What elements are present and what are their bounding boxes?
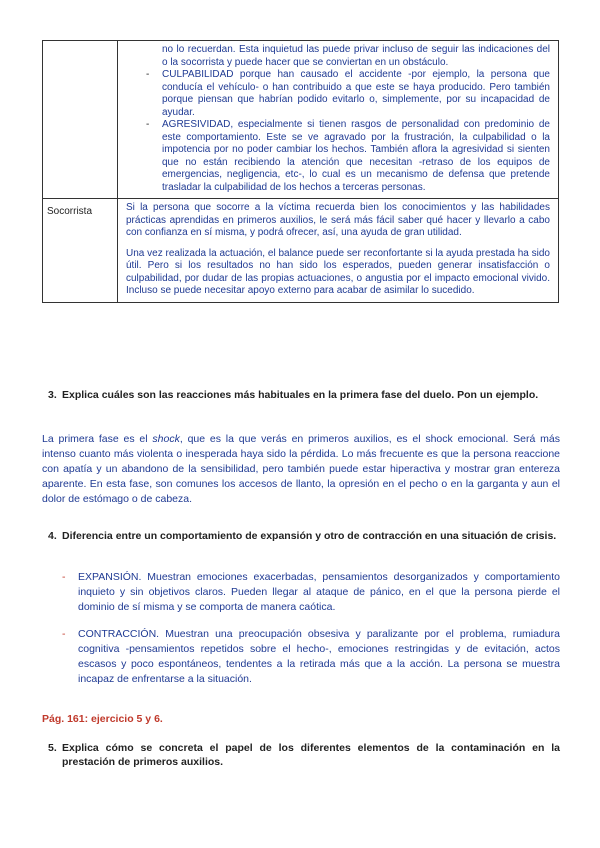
question-text: Diferencia entre un comportamiento de expansión y otro de contracción en una situación de crisis. [62,530,557,542]
question-5 [48,741,560,769]
list-item-text: EXPANSIÓN. Muestran emociones exacerbadas, pensamientos desorganizados y comportamiento inquieto y sin objetivos claros. Pueden llegar al ataque de pánico, en el que la persona pierde el dominio de sí misma y se comporta de manera caótica. [78,571,560,613]
table-label-cell [43,41,118,199]
question-number: 5. [48,742,57,754]
question-number: 4. [48,530,57,542]
question-number: 3. [48,389,57,401]
reaction-list [126,44,550,194]
question-3 [48,388,560,402]
table-row [43,41,559,199]
page-reference: Pág. 161: ejercicio 5 y 6. [42,713,163,725]
question-text: Explica cuáles son las reacciones más habituales en la primera fase del duelo. Pon un ejemplo. [62,389,539,401]
answer-text: La primera fase es el [42,433,153,445]
table-row [43,199,559,303]
list-item [42,570,560,615]
dash-bullet: - [62,571,66,583]
dash-bullet: - [146,119,150,130]
emotions-table [42,40,559,303]
list-item-text: no lo recuerdan. Esta inquietud las puede privar incluso de seguir las indicaciones del o la socorrista y puede hacer que se conviertan en un obstáculo. [162,44,550,68]
answer-3 [42,432,560,507]
list-item [146,44,550,69]
table-label-cell: Socorrista [43,199,118,303]
list-item-text: CULPABILIDAD porque han causado el accidente -por ejemplo, la persona que conducía el vehículo- o han contribuido a que este se haya producido. Pero también porque piensan que habrían podido evitarlo o, simplemente, por su incapacidad de ayudar. [162,69,550,118]
dash-bullet: - [146,69,150,80]
list-item [42,627,560,687]
paragraph: Una vez realizada la actuación, el balance puede ser reconfortante si la ayuda prestada ha sido útil. Pero si los resultados no han sido los esperados, pueden generar insatisfacción o culpabilidad, por dudar de las propias actuaciones, o angustia por el impacto emocional vivido. Incluso se puede necesitar apoyo externo para acabar de asimilar lo sucedido. [126,247,550,296]
answer-text: , que es la que verás en primeros auxilios, es el shock emocional. Será más intenso cuanto más violenta o inesperada haya sido la pérdida. Lo más frecuente es que la persona reaccione con apatía y un abandono de la sensibilidad, pero también puede estar hiperactiva y mostrar gran entereza aparente. En esta fase, son comunes los accesos de llanto, la opresión en el pecho o en la garganta y aun el dolor de estómago o de cabeza. [42,433,560,505]
dash-bullet: - [62,628,66,640]
list-item-text: CONTRACCIÓN. Muestran una preocupación obsesiva y paralizante por el problema, rumiadura cognitiva -pensamientos repetidos sobre el hecho-, emociones restringidas y de evitación, actos escasos y poco espontáneos, tendentes a la retirada más que a la acción. La persona se muestra incapaz de enfrentarse a la situación. [78,628,560,685]
paragraph: Si la persona que socorre a la víctima recuerda bien los conocimientos y las habilidades prácticas aprendidas en primeros auxilios, le será más fácil saber qué hacer y llevarlo a cabo con confianza en sí misma, y podrá ofrecer, así, una ayuda de gran utilidad. [126,202,550,238]
answer-italic: shock [152,433,180,445]
list-item [146,69,550,119]
list-item [146,119,550,194]
question-text: Explica cómo se concreta el papel de los diferentes elementos de la contaminación en la prestación de primeros auxilios. [62,742,560,768]
table-content-cell [118,199,559,303]
question-4 [48,529,560,543]
table-content-cell [118,41,559,199]
list-item-text: AGRESIVIDAD, especialmente si tienen rasgos de personalidad con predominio de este comportamiento. Este se ve agravado por la frustración, la culpabilidad o la impotencia por no poder cambiar los hechos. También aflora la agresividad si sienten que no están recibiendo la atención que necesitan -retraso de los equipos de emergencias, negligencia, etc-, lo cual es un mecanismo de defensa que pretende trasladar la culpabilidad de los hechos a terceras personas. [162,119,550,193]
